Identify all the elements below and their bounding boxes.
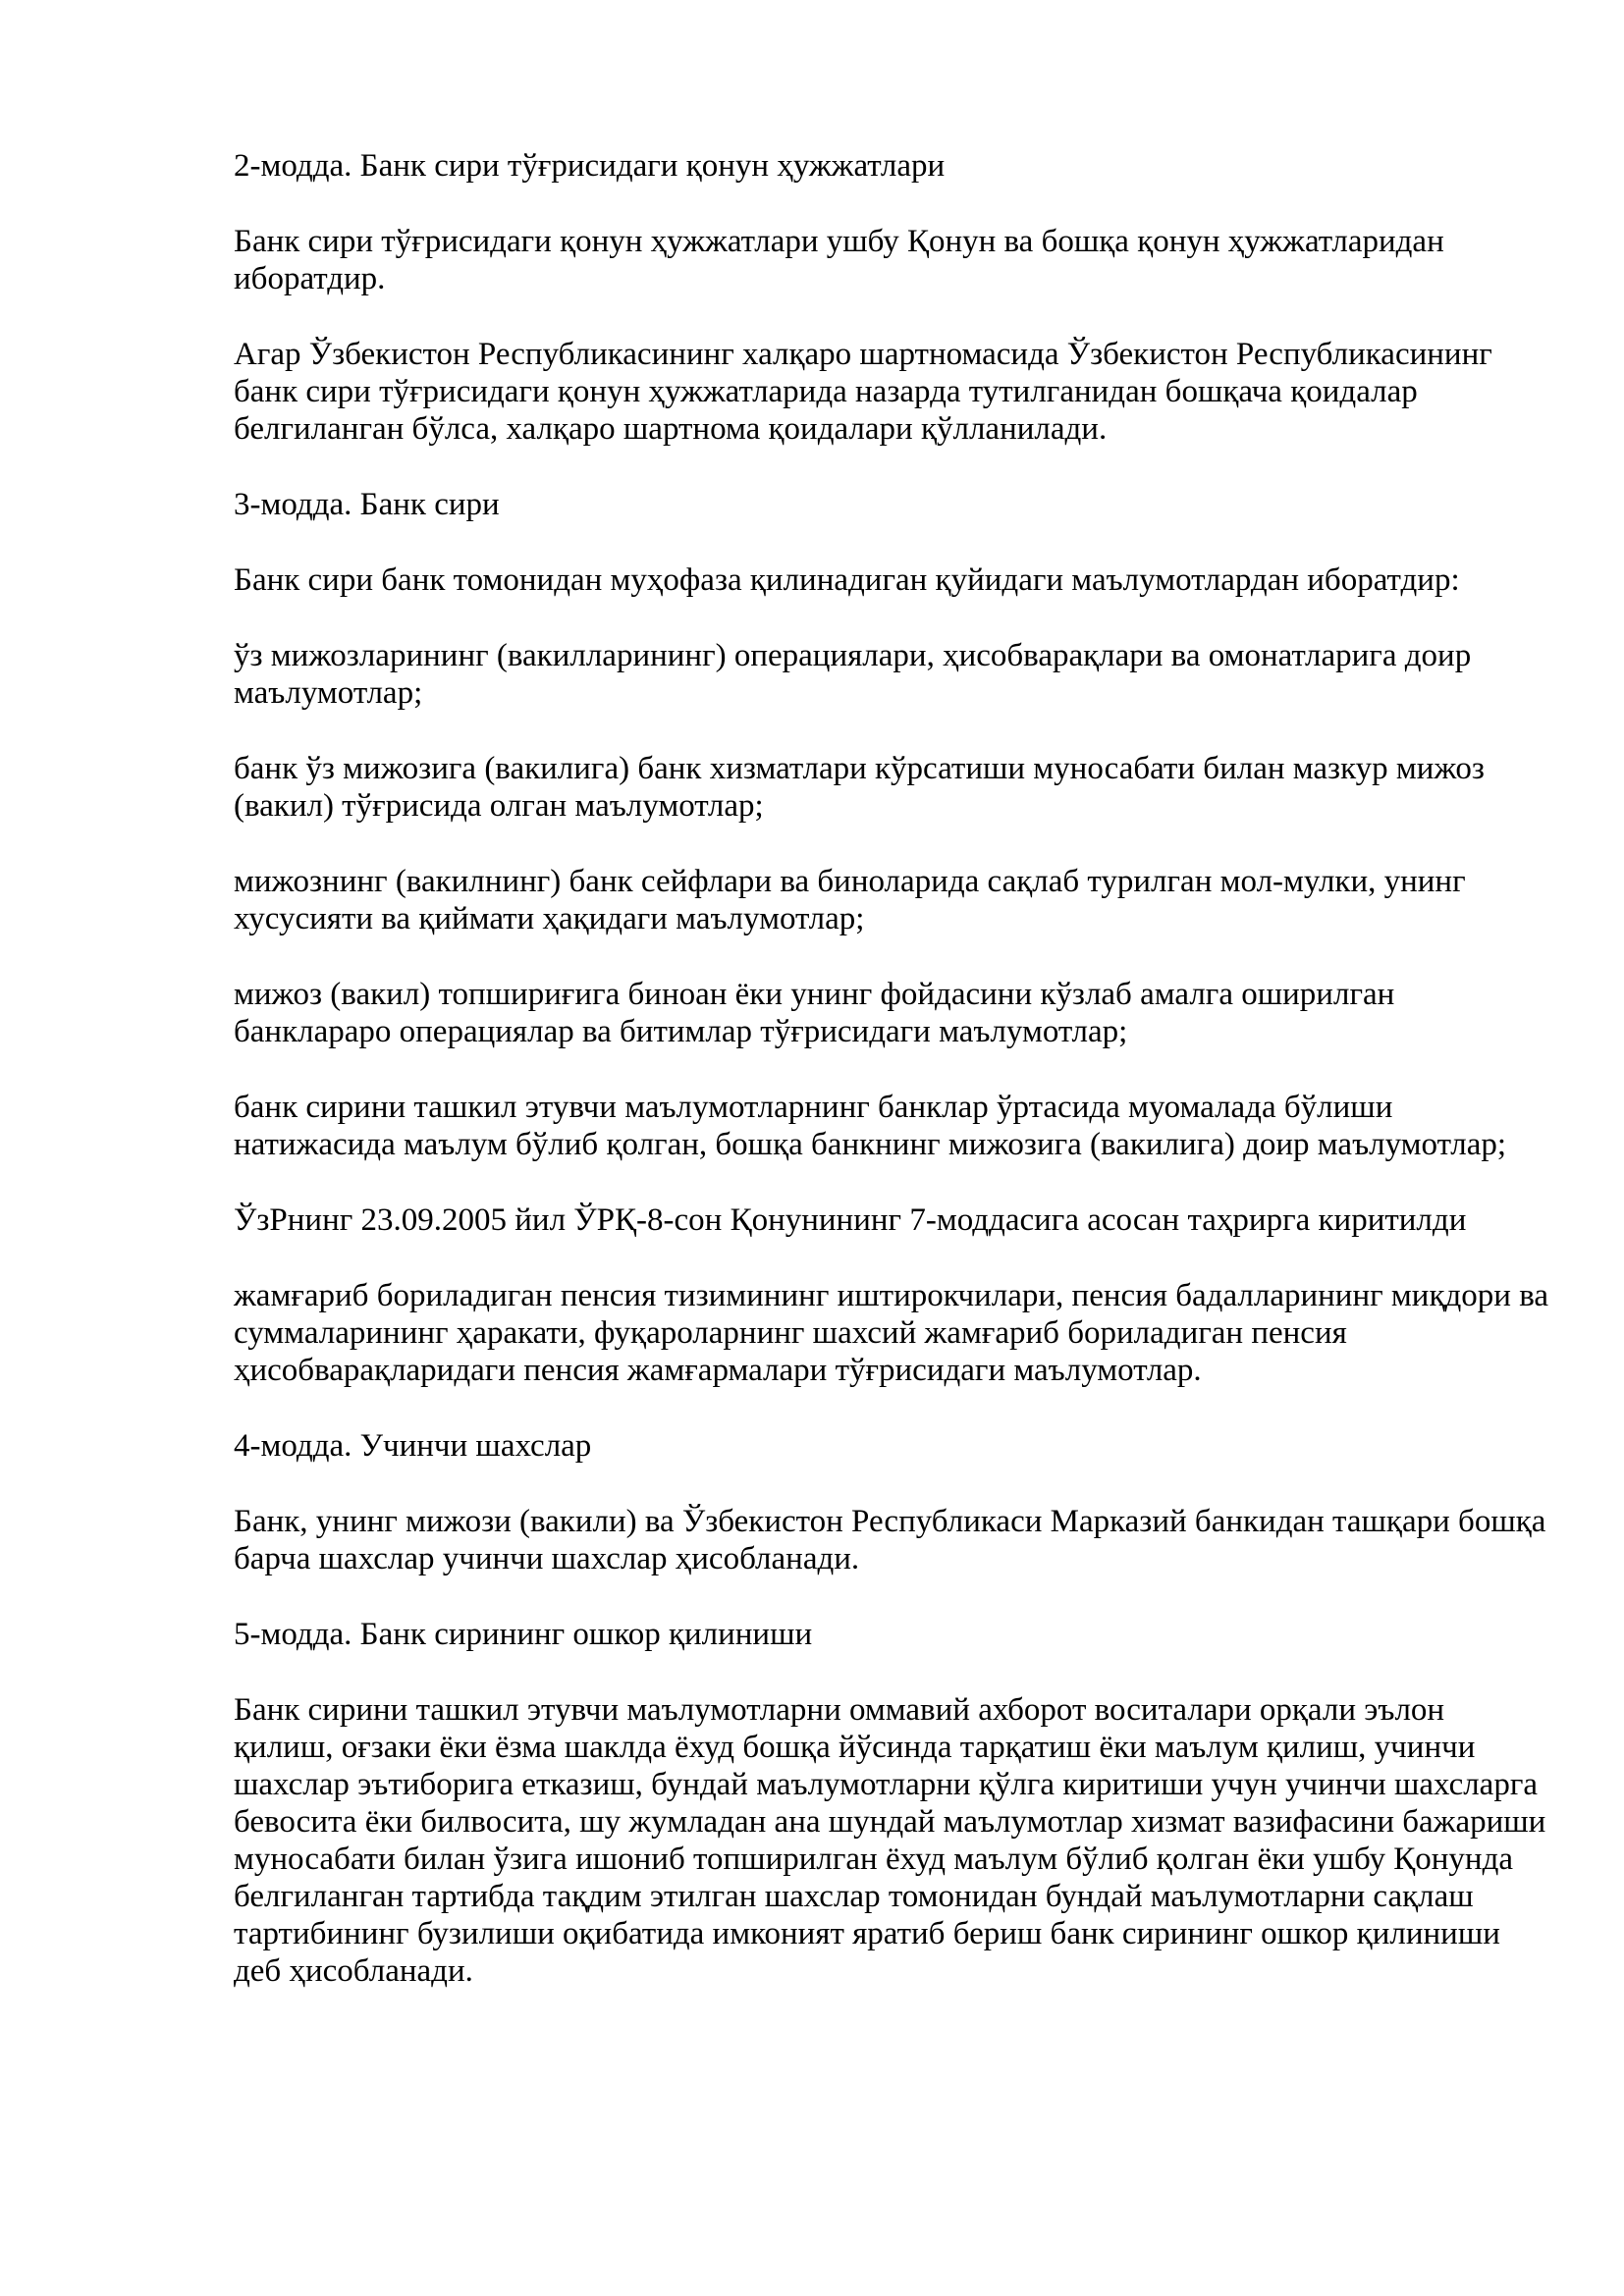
article-2-heading: 2-модда. Банк сири тўғрисидаги қонун ҳужжатлари — [234, 148, 946, 184]
article-5-paragraph: Банк сирини ташкил этувчи маълумотларни оммавий ахборот воситалари орқали эълон қилиш, оғзаки ёки ёзма шаклда ёхуд бошқа йўсинда тарқатиш ёки маълум қилиш, учинчи шахслар эътиборига етказиш, бундай маълумотларни қўлга киритиши учун учинчи шахсларга бевосита ёки билвосита, шу жумладан ана шундай маълумотлар хизмат вазифасини бажариши муносабати билан ўзига ишониб топширилган ёхуд маълум бўлиб қолган ёки ушбу Қонунда белгиланган тартибда тақдим этилган шахслар томонидан бундай маълумотларни сақлаш тартибининг бузилиши оқибатида имконият яратиб бериш банк сирининг ошкор қилиниши деб ҳисобланади. — [234, 1692, 1546, 1989]
article-3-item-2: банк ўз мижозига (вакилига) банк хизматлари кўрсатиши муносабати билан мазкур мижоз (вакил) тўғрисида олган маълумотлар; — [234, 751, 1485, 824]
article-3-item-6: жамғариб бориладиган пенсия тизимининг иштирокчилари, пенсия бадалларининг миқдори ва суммаларининг ҳаракати, фуқароларнинг шахсий жамғариб бориладиган пенсия ҳисобварақларидаги пенсия жамғармалари тўғрисидаги маълумотлар. — [234, 1278, 1548, 1388]
article-3-item-4: мижоз (вакил) топшириғига биноан ёки унинг фойдасини кўзлаб амалга оширилган банклараро операциялар ва битимлар тўғрисидаги маълумотлар; — [234, 977, 1395, 1049]
article-2-paragraph-1: Банк сири тўғрисидаги қонун ҳужжатлари ушбу Қонун ва бошқа қонун ҳужжатларидан иборатдир. — [234, 224, 1444, 296]
article-3-item-1: ўз мижозларининг (вакилларининг) операциялари, ҳисобварақлари ва омонатларига доир маълумотлар; — [234, 638, 1472, 711]
amendment-note: ЎзРнинг 23.09.2005 йил ЎРҚ-8-сон Қонунининг 7-моддасига асосан таҳрирга киритилди — [234, 1202, 1467, 1238]
article-3-item-5: банк сирини ташкил этувчи маълумотларнинг банклар ўртасида муомалада бўлиши натижасида маълум бўлиб қолган, бошқа банкнинг мижозига (вакилига) доир маълумотлар; — [234, 1090, 1507, 1162]
article-4-heading: 4-модда. Учинчи шахслар — [234, 1428, 592, 1464]
article-3-intro: Банк сири банк томонидан муҳофаза қилинадиган қуйидаги маълумотлардан иборатдир: — [234, 562, 1460, 598]
article-4-paragraph: Банк, унинг мижози (вакили) ва Ўзбекистон Республикаси Марказий банкидан ташқари бошқа барча шахслар учинчи шахслар ҳисобланади. — [234, 1504, 1546, 1576]
article-3-item-3: мижознинг (вакилнинг) банк сейфлари ва биноларида сақлаб турилган мол-мулки, унинг хусусияти ва қиймати ҳақидаги маълумотлар; — [234, 864, 1466, 936]
document-body — [234, 147, 1549, 1990]
article-5-heading: 5-модда. Банк сирининг ошкор қилиниши — [234, 1617, 813, 1652]
article-2-paragraph-2: Агар Ўзбекистон Республикасининг халқаро шартномасида Ўзбекистон Республикасининг банк сири тўғрисидаги қонун ҳужжатларида назарда тутилганидан бошқача қоидалар белгиланган бўлса, халқаро шартнома қоидалари қўлланилади. — [234, 337, 1492, 447]
article-3-heading: 3-модда. Банк сири — [234, 487, 500, 522]
